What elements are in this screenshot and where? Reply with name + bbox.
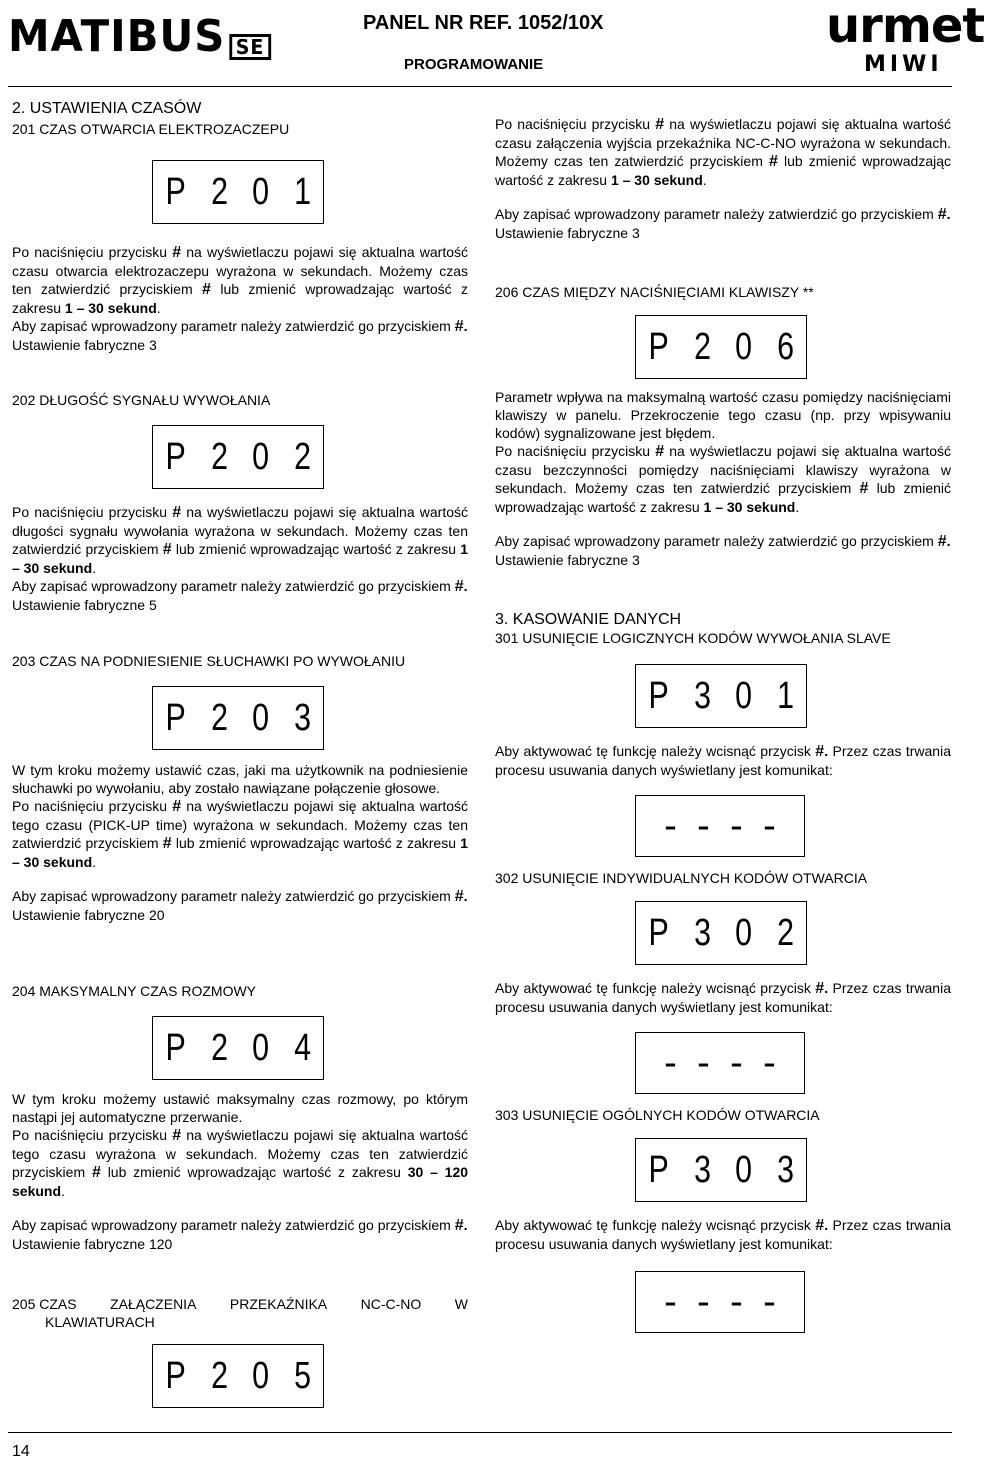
text-302: Aby aktywować tę funkcję należy wcisnąć przycisk #. Przez czas trwania procesu usuwania danych wyświetlany jest komunikat: (495, 980, 951, 1015)
factory-204: Ustawienie fabryczne 120 (12, 1236, 173, 1252)
matibus-logo-se: SE (229, 34, 271, 60)
factory-205: Ustawienie fabryczne 3 (495, 225, 640, 241)
factory-201: Ustawienie fabryczne 3 (12, 337, 157, 353)
matibus-logo (8, 11, 271, 62)
matibus-logo-text: MATIBUS (8, 11, 226, 62)
section-2-title: 2. USTAWIENIA CZASÓW (12, 100, 202, 117)
heading-202: 202 DŁUGOŚĆ SYGNAŁU WYWOŁANIA (12, 392, 271, 408)
heading-303: 303 USUNIĘCIE OGÓLNYCH KODÓW OTWARCIA (495, 1107, 820, 1123)
text-301: Aby aktywować tę funkcję należy wcisnąć przycisk #. Przez czas trwania procesu usuwania danych wyświetlany jest komunikat: (495, 743, 951, 778)
footer-divider (8, 1432, 952, 1433)
heading-201: 201 CZAS OTWARCIA ELEKTROZACZEPU (12, 121, 290, 137)
display-p302: P 3 0 2 (635, 901, 807, 965)
miwi-logo: MIWI (864, 52, 943, 77)
display-p301: P 3 0 1 (635, 664, 807, 728)
text-206: Parametr wpływa na maksymalną wartość czasu pomiędzy naciśnięciami klawiszy w panelu. Przekroczenie tego czasu (np. przy wpisywaniu kodów) sygnalizowane jest błędem. Po naciśnięciu przycisku # na wyświetlaczu pojawi się aktualna wartość czasu bezczynności pomiędzy naciśnięciami klawiszy wyrażona w sekundach. Możemy czas ten zatwierdzić przyciskiem # lub zmienić wprowadzając wartość z zakresu 1 – 30 sekund. Aby zapisać wprowadzony parametr należy zatwierdzić go przyciskiem #. Ustawienie fabryczne 3 (495, 389, 952, 568)
section-3 (495, 611, 951, 647)
display-dashes-303: - - - - (635, 1271, 805, 1333)
factory-202: Ustawienie fabryczne 5 (12, 597, 157, 613)
display-p201: P 2 0 1 (152, 160, 324, 224)
heading-203: 203 CZAS NA PODNIESIENIE SŁUCHAWKI PO WYWOŁANIU (12, 653, 406, 669)
header-divider (8, 86, 952, 87)
text-203: W tym kroku możemy ustawić czas, jaki ma użytkownik na podniesienie słuchawki po wywołaniu, aby zostało nawiązane połączenie głosowe. Po naciśnięciu przycisku # na wyświetlaczu pojawi się aktualna wartość tego czasu (PICK-UP time) wyrażona w sekundach. Możemy czas ten zatwierdzić przyciskiem # lub zmienić wprowadzając wartość z zakresu 1 – 30 sekund. Aby zapisać wprowadzony parametr należy zatwierdzić go przyciskiem #. Ustawienie fabryczne 20 (12, 762, 469, 923)
section-3-title: 3. KASOWANIE DANYCH (495, 611, 682, 628)
display-dashes-301: - - - - (635, 795, 805, 857)
heading-301: 301 USUNIĘCIE LOGICZNYCH KODÓW WYWOŁANIA SLAVE (495, 630, 891, 646)
text-205: Po naciśnięciu przycisku # na wyświetlaczu pojawi się aktualna wartość czasu załączenia wyjścia przekaźnika NC-C-NO wyrażona w sekundach. Możemy czas ten zatwierdzić przyciskiem # lub zmienić wprowadzając wartość z zakresu 1 – 30 sekund. Aby zapisać wprowadzony parametr należy zatwierdzić go przyciskiem #. Ustawienie fabryczne 3 (495, 116, 952, 241)
heading-206: 206 CZAS MIĘDZY NACIŚNIĘCIAMI KLAWISZY ** (495, 284, 814, 300)
text-202: Po naciśnięciu przycisku # na wyświetlaczu pojawi się aktualna wartość długości sygnału wywołania wyrażona w sekundach. Możemy czas ten zatwierdzić przyciskiem # lub zmienić wprowadzając wartość z zakresu 1 – 30 sekund. Aby zapisać wprowadzony parametr należy zatwierdzić go przyciskiem #. Ustawienie fabryczne 5 (12, 504, 469, 613)
text-303: Aby aktywować tę funkcję należy wcisnąć przycisk #. Przez czas trwania procesu usuwania danych wyświetlany jest komunikat: (495, 1217, 951, 1252)
urmet-logo: urmet (826, 0, 984, 54)
heading-302: 302 USUNIĘCIE INDYWIDUALNYCH KODÓW OTWARCIA (495, 870, 868, 886)
display-p204: P 2 0 4 (152, 1016, 324, 1080)
display-dashes-302: - - - - (635, 1032, 805, 1094)
text-204: W tym kroku możemy ustawić maksymalny czas rozmowy, po którym nastąpi jej automatyczne przerwanie. Po naciśnięciu przycisku # na wyświetlaczu pojawi się aktualna wartość tego czasu wyrażona w sekundach. Możemy czas ten zatwierdzić przyciskiem # lub zmienić wprowadzając wartość z zakresu 30 – 120 sekund. Aby zapisać wprowadzony parametr należy zatwierdzić go przyciskiem #. Ustawienie fabryczne 120 (12, 1091, 469, 1252)
document-subtitle: PROGRAMOWANIE (404, 56, 544, 73)
text-201: Po naciśnięciu przycisku # na wyświetlaczu pojawi się aktualna wartość czasu otwarcia elektrozaczepu wyrażona w sekundach. Możemy czas ten zatwierdzić przyciskiem # lub zmienić wprowadzając wartość z zakresu 1 – 30 sekund. Aby zapisać wprowadzony parametr należy zatwierdzić go przyciskiem #. Ustawienie fabryczne 3 (12, 244, 469, 353)
factory-203: Ustawienie fabryczne 20 (12, 907, 165, 923)
heading-204: 204 MAKSYMALNY CZAS ROZMOWY (12, 983, 257, 999)
display-p206: P 2 0 6 (635, 315, 807, 379)
heading-205: 205 CZAS ZAŁĄCZENIA PRZEKAŹNIKA NC-C-NO W KLAWIATURACH (12, 1296, 468, 1330)
display-p202: P 2 0 2 (152, 425, 324, 489)
left-column (12, 100, 468, 138)
display-p205: P 2 0 5 (152, 1344, 324, 1408)
display-p303: P 3 0 3 (635, 1138, 807, 1202)
display-p203: P 2 0 3 (152, 686, 324, 750)
factory-206: Ustawienie fabryczne 3 (495, 552, 640, 568)
document-title: PANEL NR REF. 1052/10X (363, 12, 604, 34)
page-number: 14 (12, 1443, 30, 1460)
